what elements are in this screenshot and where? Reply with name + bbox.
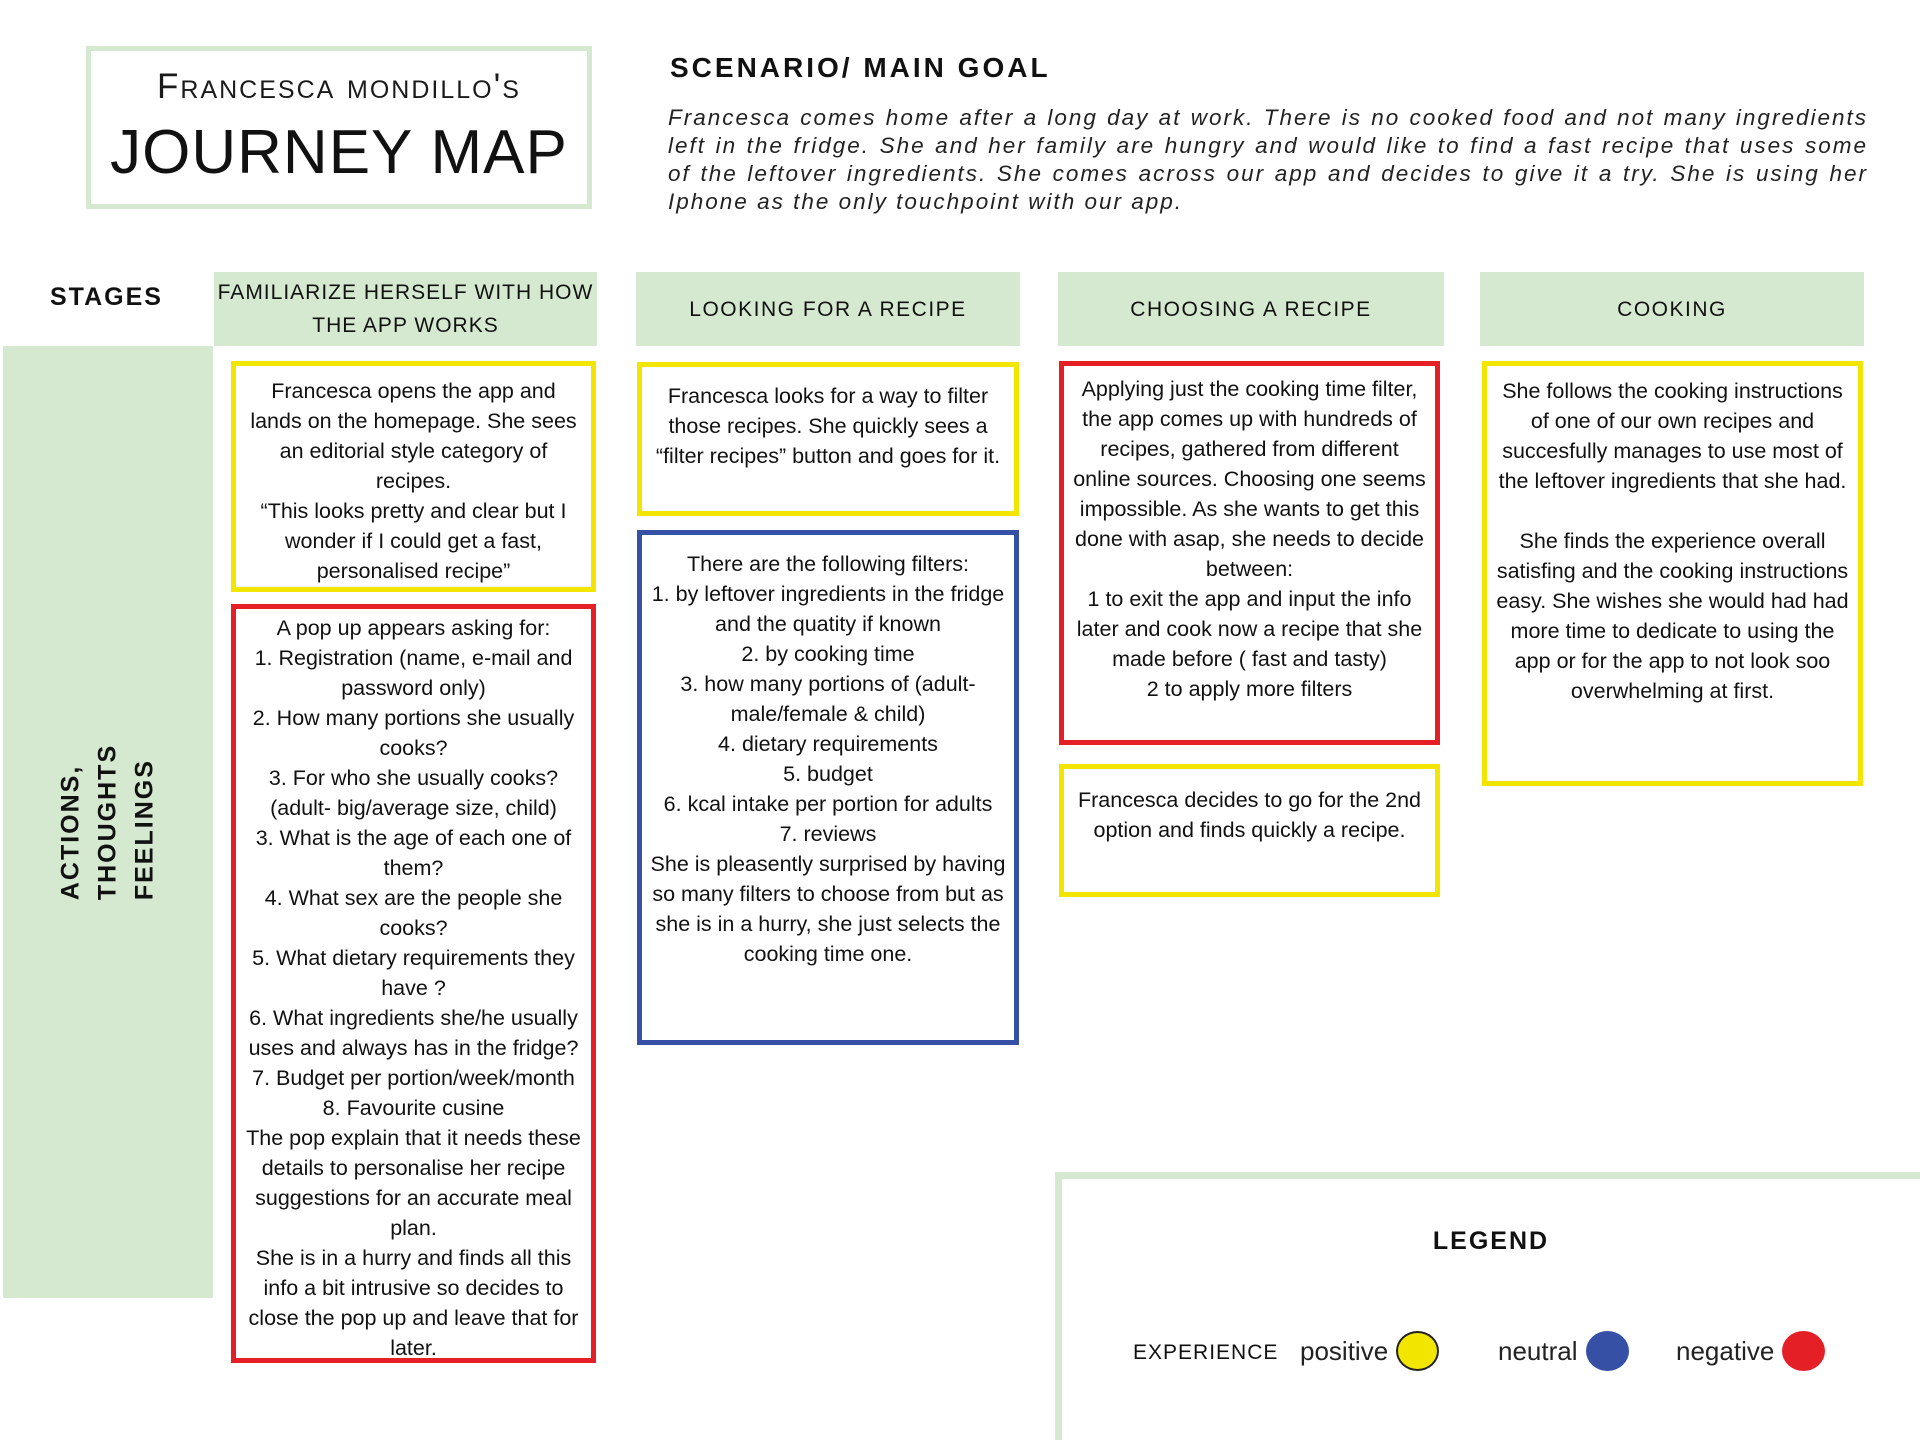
card-cooking-experience: She follows the cooking instructions of one of our own recipes and succesfully manages to use most of the leftover ingredients that she had. She finds the experience overall satisfing and the cooking instructions easy. She wishes she would had had more time to dedicate to using the app or for the app to not look soo overwhelming at first. [1482, 361, 1863, 786]
map-owner-title: Francesca mondillo's [157, 67, 521, 106]
title-box [86, 46, 592, 209]
card-looking-filters-list: There are the following filters: 1. by leftover ingredients in the fridge and the quatity if known 2. by cooking time 3. how many portions of (adult- male/female & child) 4. dietary requirements 5. budget 6. kcal intake per portion for adults 7. reviews She is pleasently surprised by having so many filters to choose from but as she is in a hurry, she just selects the cooking time one. [637, 530, 1019, 1045]
stage-label: CHOOSING A RECIPE [1130, 297, 1372, 321]
stage-looking-for-recipe [636, 272, 1020, 346]
actions-thoughts-feelings-band [3, 346, 213, 1298]
stages-label: STAGES [50, 283, 163, 311]
legend-negative-label: negative [1676, 1335, 1775, 1366]
card-choosing-too-many-recipes: Applying just the cooking time filter, the app comes up with hundreds of recipes, gathered from different online sources. Choosing one seems impossible. As she wants to get this done with asap, she needs to decide between: 1 to exit the app and input the info later and cook now a recipe that she made before ( fast and tasty) 2 to apply more filters [1059, 361, 1440, 745]
actions-label [53, 744, 164, 900]
scenario-heading: SCENARIO/ MAIN GOAL [670, 52, 1051, 83]
legend-positive [1300, 1331, 1439, 1371]
card-familiarize-opens-app: Francesca opens the app and lands on the homepage. She sees an editorial style category of recipes. “This looks pretty and clear but I wonder if I could get a fast, personalised recipe” [231, 361, 596, 592]
actions-label-text: ACTIONS, THOUGHTS FEELINGS [56, 743, 159, 901]
card-choosing-second-option: Francesca decides to go for the 2nd option and finds quickly a recipe. [1059, 764, 1440, 897]
stage-choosing-recipe [1058, 272, 1444, 346]
legend-neutral-label: neutral [1498, 1335, 1578, 1366]
card-looking-filter-button: Francesca looks for a way to filter those recipes. She quickly sees a “filter recipes” button and goes for it. [637, 362, 1019, 516]
legend-title: LEGEND [1432, 1227, 1550, 1255]
page-title: JOURNEY MAP [110, 118, 568, 187]
legend-neutral [1498, 1331, 1629, 1371]
legend [1055, 1172, 1920, 1440]
yellow-circle-icon [1396, 1331, 1439, 1371]
red-circle-icon [1782, 1331, 1825, 1371]
legend-experience-label: EXPERIENCE [1133, 1341, 1279, 1364]
stage-label: COOKING [1617, 297, 1727, 321]
stage-label: LOOKING FOR A RECIPE [689, 297, 967, 321]
stage-familiarize [214, 272, 597, 346]
stage-cooking [1480, 272, 1864, 346]
legend-negative [1676, 1331, 1825, 1371]
blue-circle-icon [1586, 1331, 1629, 1371]
scenario-text: Francesca comes home after a long day at work. There is no cooked food and not many ingredients left in the fridge. She and her family are hungry and would like to find a fast recipe that uses some of the leftover ingredients. She comes across our app and decides to give it a try. She is using her Iphone as the only touchpoint with our app. [668, 105, 1868, 214]
stage-label: FAMILIARIZE HERSELF WITH HOW THE APP WORKS [217, 281, 594, 337]
legend-positive-label: positive [1300, 1335, 1389, 1366]
card-familiarize-popup: A pop up appears asking for: 1. Registration (name, e-mail and password only) 2. How many portions she usually cooks? 3. For who she usually cooks? (adult- big/average size, child) 3. What is the age of each one of them? 4. What sex are the people she cooks? 5. What dietary requirements they have ? 6. What ingredients she/he usually uses and always has in the fridge? 7. Budget per portion/week/month 8. Favourite cusine The pop explain that it needs these details to personalise her recipe suggestions for an accurate meal plan. She is in a hurry and finds all this info a bit intrusive so decides to close the pop up and leave that for later. [231, 604, 596, 1363]
